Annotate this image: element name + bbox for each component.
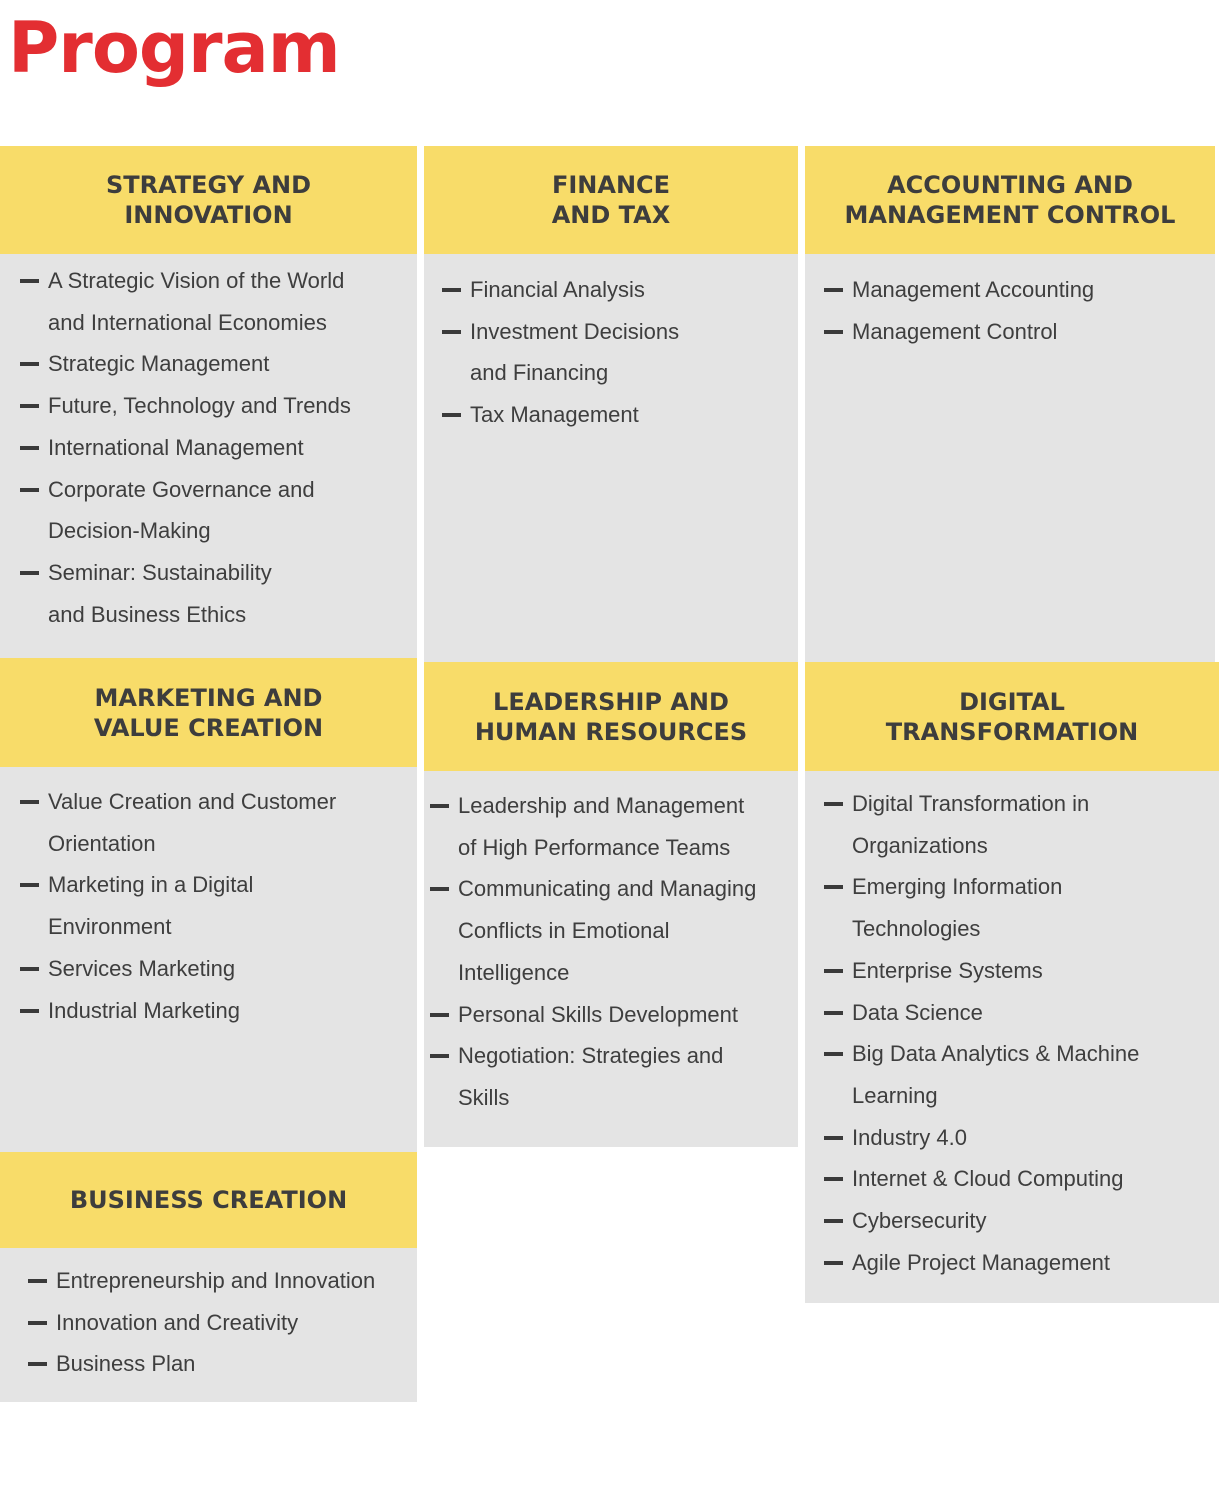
course-item <box>824 992 1219 1034</box>
section-card-marketing-and-value-creation <box>0 658 417 1152</box>
course-item-line: Skills <box>458 1084 510 1110</box>
course-item <box>824 311 1215 353</box>
section-header <box>0 658 417 767</box>
section-card-accounting-and-management-control <box>805 146 1215 662</box>
course-item-line: Future, Technology and Trends <box>48 393 351 419</box>
course-item-line: Conflicts in Emotional <box>458 918 670 944</box>
course-item-line: Environment <box>48 914 172 940</box>
course-item-line: and International Economies <box>48 309 327 335</box>
course-item-line: Services Marketing <box>48 955 236 981</box>
course-item-line: of High Performance Teams <box>458 834 731 860</box>
section-card-business-creation <box>0 1152 417 1402</box>
section-title-line: AND TAX <box>551 201 671 229</box>
course-item-line: Innovation and Creativity <box>56 1309 299 1335</box>
course-item <box>20 948 417 990</box>
course-item-line: Decision-Making <box>48 518 211 544</box>
course-item <box>824 269 1215 311</box>
course-item-line: Enterprise Systems <box>852 957 1043 983</box>
section-header <box>805 662 1219 771</box>
course-item <box>430 1035 798 1118</box>
course-item-line: Intelligence <box>458 959 570 985</box>
section-header <box>805 146 1215 254</box>
section-card-leadership-and-human-resources <box>424 662 798 1147</box>
course-list <box>20 781 417 1031</box>
section-title-line: HUMAN RESOURCES <box>474 717 748 746</box>
section-title-line: LEADERSHIP AND <box>493 687 729 716</box>
course-item-line: Negotiation: Strategies and <box>458 1043 724 1069</box>
course-item-line: Cybersecurity <box>852 1208 987 1234</box>
course-item <box>20 385 417 427</box>
course-item-line: Emerging Information <box>852 874 1063 900</box>
section-body <box>424 771 798 1147</box>
section-body <box>805 254 1215 662</box>
course-item <box>824 783 1219 866</box>
course-item-line: Management Control <box>852 318 1058 344</box>
course-item-line: Marketing in a Digital <box>48 872 254 898</box>
section-header <box>424 662 798 771</box>
course-item <box>430 994 798 1036</box>
course-item <box>20 260 417 343</box>
course-item-line: International Management <box>48 434 304 460</box>
course-item-line: Data Science <box>852 999 983 1025</box>
section-title-line: MANAGEMENT CONTROL <box>844 201 1176 229</box>
course-item <box>824 1158 1219 1200</box>
section-title-line: TRANSFORMATION <box>885 717 1139 746</box>
course-item-line: Organizations <box>852 832 988 858</box>
course-item-line: Value Creation and Customer <box>48 789 337 814</box>
section-card-finance-and-tax <box>424 146 798 662</box>
course-item <box>824 1033 1219 1116</box>
course-item-line: and Financing <box>470 360 609 386</box>
course-list <box>442 269 798 436</box>
course-item <box>824 1117 1219 1159</box>
course-list <box>824 269 1215 352</box>
course-item-line: Industry 4.0 <box>852 1124 967 1150</box>
course-item <box>20 990 417 1032</box>
course-item-line: Digital Transformation in <box>852 791 1090 816</box>
course-item-line: Leadership and Management <box>458 793 745 818</box>
course-item <box>442 394 798 436</box>
course-item <box>824 866 1219 949</box>
section-body <box>0 767 417 1152</box>
course-list <box>430 785 798 1119</box>
course-item-line: Management Accounting <box>852 277 1095 302</box>
course-item <box>28 1302 417 1344</box>
course-item-line: Industrial Marketing <box>48 997 240 1023</box>
section-header <box>0 146 417 254</box>
course-item-line: Financial Analysis <box>470 277 645 302</box>
section-title-line: INNOVATION <box>124 201 293 229</box>
section-card-digital-transformation <box>805 662 1219 1303</box>
course-list <box>28 1260 417 1385</box>
section-card-strategy-and-innovation <box>0 146 417 658</box>
course-item-line: Investment Decisions <box>470 318 680 344</box>
course-item-line: and Business Ethics <box>48 601 247 627</box>
course-item <box>20 781 417 864</box>
course-item-line: Orientation <box>48 830 156 856</box>
section-body <box>805 771 1219 1303</box>
course-item <box>20 343 417 385</box>
course-item-line: Agile Project Management <box>852 1249 1111 1275</box>
course-item <box>442 269 798 311</box>
section-body <box>424 254 798 662</box>
course-item-line: Entrepreneurship and Innovation <box>56 1268 376 1293</box>
course-item-line: Tax Management <box>470 402 639 428</box>
course-item <box>28 1343 417 1385</box>
course-item <box>430 785 798 868</box>
section-header <box>0 1152 417 1248</box>
section-body <box>0 254 417 658</box>
course-item-line: Internet & Cloud Computing <box>852 1166 1124 1192</box>
course-item <box>20 864 417 947</box>
course-item <box>442 311 798 394</box>
course-list <box>824 783 1219 1283</box>
course-item-line: Seminar: Sustainability <box>48 559 272 585</box>
section-title-line: DIGITAL <box>959 687 1065 716</box>
section-title-line: STRATEGY AND <box>105 171 312 199</box>
course-item <box>824 950 1219 992</box>
course-item-line: Corporate Governance and <box>48 476 315 502</box>
course-item-line: Technologies <box>852 916 981 942</box>
page-title: Program <box>8 7 340 89</box>
course-item <box>20 552 417 635</box>
section-title-line: VALUE CREATION <box>93 713 324 742</box>
section-title-line: MARKETING AND <box>94 683 323 712</box>
course-item <box>20 427 417 469</box>
section-title-line: BUSINESS CREATION <box>69 1186 348 1214</box>
section-title-line: ACCOUNTING AND <box>887 171 1133 199</box>
course-item-line: Business Plan <box>56 1351 196 1377</box>
course-item <box>430 868 798 993</box>
course-item-line: Learning <box>852 1082 938 1108</box>
course-item <box>824 1242 1219 1284</box>
course-item <box>824 1200 1219 1242</box>
course-item <box>28 1260 417 1302</box>
section-body <box>0 1248 417 1402</box>
course-item <box>20 469 417 552</box>
course-item-line: Communicating and Managing <box>458 876 757 902</box>
section-header <box>424 146 798 254</box>
course-item-line: Strategic Management <box>48 351 270 377</box>
section-title-line: FINANCE <box>551 171 671 199</box>
course-item-line: Big Data Analytics & Machine <box>852 1041 1140 1067</box>
course-item-line: Personal Skills Development <box>458 1001 739 1027</box>
course-item-line: A Strategic Vision of the World <box>48 268 345 293</box>
course-list <box>20 260 417 635</box>
